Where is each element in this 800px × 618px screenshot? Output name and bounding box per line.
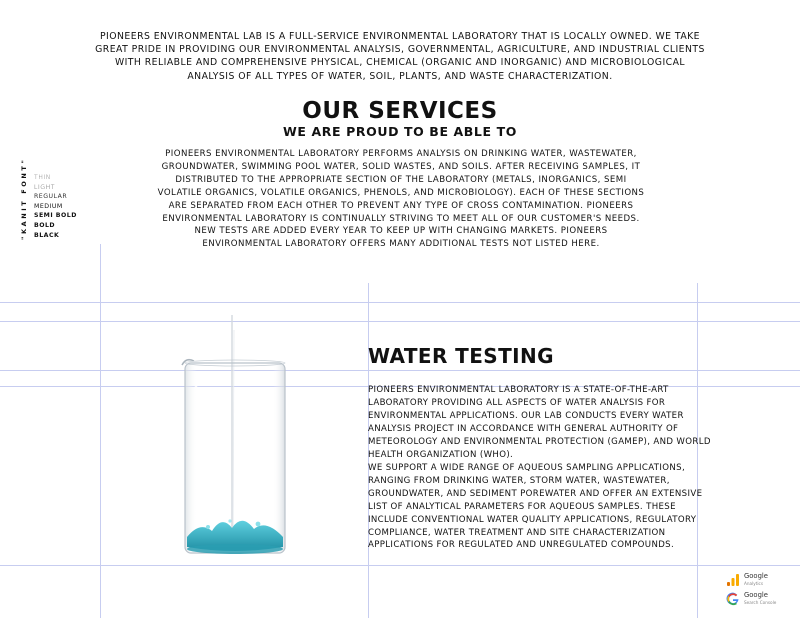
badge-name: Google <box>744 572 768 580</box>
beaker-image <box>170 315 300 565</box>
font-specimen <box>14 148 94 248</box>
badge-name: Google <box>744 591 768 599</box>
google-search-console-icon <box>726 592 740 606</box>
font-weight-item: SEMI BOLD <box>34 212 77 220</box>
badge-stack <box>726 572 786 610</box>
font-weight-item: REGULAR <box>34 193 68 201</box>
google-analytics-badge[interactable] <box>726 572 786 588</box>
services-subtitle: WE ARE PROUD TO BE ABLE TO <box>283 124 517 139</box>
badge-subtitle: Search Console <box>744 600 777 605</box>
services-body: PIONEERS ENVIRONMENTAL LABORATORY PERFORMS ANALYSIS ON DRINKING WATER, WASTEWATER, GROUNDWATER, SWIMMING POOL WATER, SOLID WASTES, AND SOILS. AFTER RECEIVING SAMPLES, IT DISTRIBUTED TO THE APPROPRIATE SECTION OF THE LABORATORY (METALS, INORGANICS, SEMI VOLATILE ORGANICS, VOLATILE ORGANICS, PHENOLS, AND MICROBIOLOGY). EACH OF THESE SECTIONS ARE SEPARATED FROM EACH OTHER TO PREVENT ANY TYPE OF CROSS CONTAMINATION. PIONEERS ENVIRONMENTAL LABORATORY IS CONTINUALLY STRIVING TO MEET ALL OF OUR CUSTOMER'S NEEDS. NEW TESTS ARE ADDED EVERY YEAR TO KEEP UP WITH CHANGING MARKETS. PIONEERS ENVIRONMENTAL LABORATORY OFFERS MANY ADDITIONAL TESTS NOT LISTED HERE. <box>157 149 645 250</box>
services-title: OUR SERVICES <box>302 98 498 124</box>
water-testing-title: WATER TESTING <box>368 344 554 368</box>
guide-line <box>100 244 101 618</box>
guide-line <box>0 302 800 303</box>
guide-line <box>0 321 800 322</box>
water-testing-paragraph: WE SUPPORT A WIDE RANGE OF AQUEOUS SAMPLING APPLICATIONS, RANGING FROM DRINKING WATER, STORM WATER, WASTEWATER, GROUNDWATER, AND SEDIMENT POREWATER AND OFFER AN EXTENSIVE LIST OF ANALYTICAL PARAMETERS FOR AQUEOUS SAMPLES. THESE INCLUDE CONVENTIONAL WATER QUALITY APPLICATIONS, REGULATORY COMPLIANCE, WATER TREATMENT AND SITE CHARACTERIZATION APPLICATIONS FOR REGULATED AND UNREGULATED COMPOUNDS. <box>368 463 703 551</box>
font-weight-list <box>34 173 77 240</box>
google-search-console-badge[interactable] <box>726 591 786 607</box>
font-weight-item: MEDIUM <box>34 202 63 210</box>
intro-paragraph: PIONEERS ENVIRONMENTAL LAB IS A FULL-SERVICE ENVIRONMENTAL LABORATORY THAT IS LOCALLY OWNED. WE TAKE GREAT PRIDE IN PROVIDING OUR ENVIRONMENTAL ANALYSIS, GOVERNMENTAL, AGRICULTURE, AND INDUSTRIAL CLIENTS WITH RELIABLE AND COMPREHENSIVE PHYSICAL, CHEMICAL (ORGANIC AND INORGANIC) AND MICROBIOLOGICAL ANALYSIS OF ALL TYPES OF WATER, SOIL, PLANTS, AND WASTE CHARACTERIZATION. <box>95 31 705 82</box>
badge-subtitle: Analytics <box>744 581 764 586</box>
guide-line <box>0 565 800 566</box>
font-weight-item: LIGHT <box>34 183 55 191</box>
font-weight-item: BLACK <box>34 231 60 239</box>
google-analytics-icon <box>726 573 740 587</box>
guide-line <box>0 370 800 371</box>
water-testing-paragraph: PIONEERS ENVIRONMENTAL LABORATORY IS A STATE-OF-THE-ART LABORATORY PROVIDING ALL ASPECTS OF WATER ANALYSIS FOR ENVIRONMENTAL APPLICATIONS. OUR LAB CONDUCTS EVERY WATER ANALYSIS PROJECT IN ACCORDANCE WITH GENERAL AUTHORITY OF METEOROLOGY AND ENVIRONMENTAL PROTECTION (GAMEP), AND WORLD HEALTH ORGANIZATION (WHO). <box>368 385 711 460</box>
font-weight-item: BOLD <box>34 221 56 229</box>
font-weight-item: THIN <box>34 174 51 181</box>
font-name-label: "KANIT FONT" <box>20 157 28 240</box>
